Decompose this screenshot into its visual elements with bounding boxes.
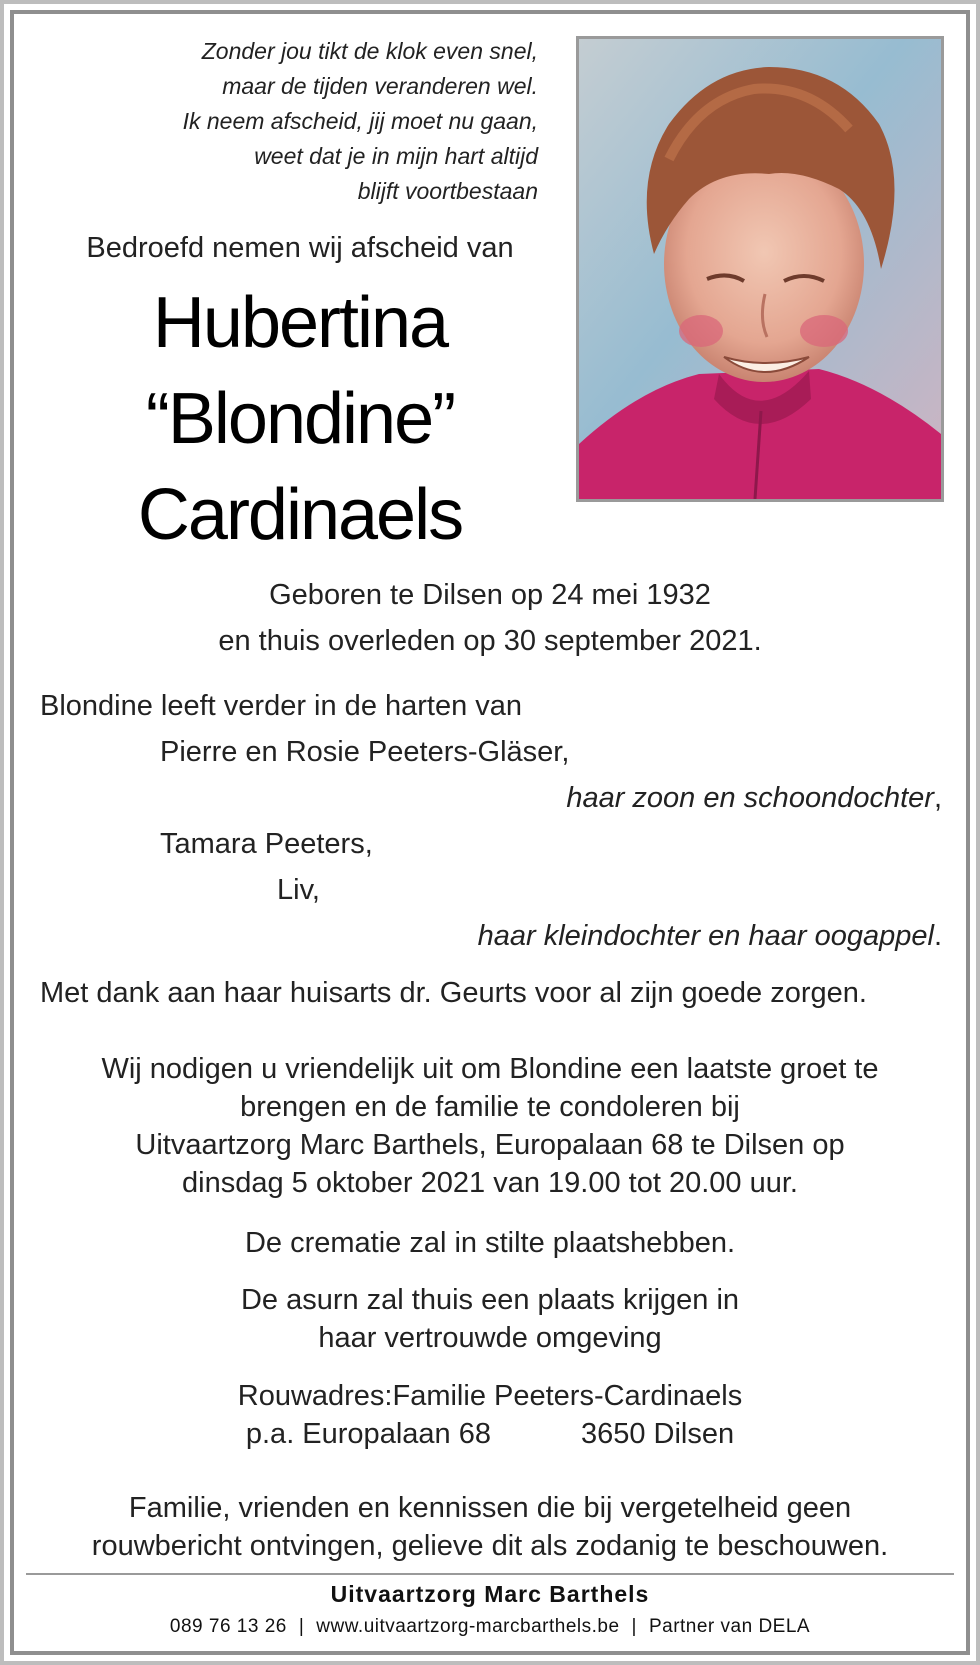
urn-line: haar vertrouwde omgeving [318,1322,662,1354]
first-name: Hubertina [152,283,448,363]
life-dates [40,572,940,664]
cremation-text [30,1224,950,1262]
death-line: en thuis overleden op 30 september 2021. [218,625,762,657]
son-role: haar zoon en schoondochter [566,782,934,814]
nickname: “Blondine” [145,379,455,459]
company-name: Uitvaartzorg Marc Barthels [330,1581,650,1607]
son-role-punct: , [933,782,942,814]
invitation [30,1050,950,1202]
poem-line: maar de tijden veranderen wel. [222,73,538,99]
address-line-1: Rouwadres:Familie Peeters-Cardinaels [237,1380,743,1412]
cremation-line: De crematie zal in stilte plaatshebben. [244,1227,736,1259]
address-city: 3650 Dilsen [580,1418,735,1450]
invitation-line: Uitvaartzorg Marc Barthels, Europalaan 68 te Dilsen op [135,1129,845,1161]
intro-text: Bedroefd nemen wij afscheid van [86,232,514,264]
family-intro: Blondine leeft verder in de harten van [40,690,523,722]
footer-separator: | [631,1616,637,1637]
poem-line: blijft voortbestaan [357,178,538,204]
son-role-line [566,782,942,815]
poem-line: Ik neem afscheid, jij moet nu gaan, [182,108,538,134]
grandchild-1: Tamara Peeters, [160,828,373,860]
address-line-2 [30,1415,950,1453]
footer-partner: Partner van DELA [648,1616,811,1637]
urn-line: De asurn zal thuis een plaats krijgen in [240,1284,740,1316]
deceased-name [20,275,580,563]
portrait-photo [576,36,944,502]
footer-website[interactable]: www.uitvaartzorg-marcbarthels.be [316,1616,620,1637]
mourning-address [30,1377,950,1453]
invitation-line: Wij nodigen u vriendelijk uit om Blondine een laatste groet te [101,1053,879,1085]
poem [40,34,538,209]
address-street: p.a. Europalaan 68 [245,1418,491,1450]
invitation-line: brengen en de familie te condoleren bij [240,1091,740,1123]
son-names: Pierre en Rosie Peeters-Gläser, [160,736,570,768]
last-name: Cardinaels [137,475,463,555]
grand-role: haar kleindochter en haar oogappel [477,920,934,952]
grandchild-2: Liv, [277,874,320,906]
grand-role-punct: . [933,920,942,952]
footer-separator: | [298,1616,305,1637]
footer-divider [26,1573,954,1575]
poem-line: Zonder jou tikt de klok even snel, [201,38,538,64]
invitation-line: dinsdag 5 oktober 2021 van 19.00 tot 20.00 uur. [182,1167,798,1199]
notice-text [30,1489,950,1565]
footer-contact [0,1616,980,1638]
thanks-text: Met dank aan haar huisarts dr. Geurts voor al zijn goede zorgen. [40,977,867,1009]
birth-line: Geboren te Dilsen op 24 mei 1932 [269,579,711,611]
poem-line: weet dat je in mijn hart altijd [254,143,538,169]
urn-text [30,1281,950,1357]
grand-role-line [478,920,942,953]
footer-phone: 089 76 13 26 [169,1616,287,1637]
notice-line: Familie, vrienden en kennissen die bij vergetelheid geen [128,1492,852,1524]
notice-line: rouwbericht ontvingen, gelieve dit als zodanig te beschouwen. [91,1530,889,1562]
